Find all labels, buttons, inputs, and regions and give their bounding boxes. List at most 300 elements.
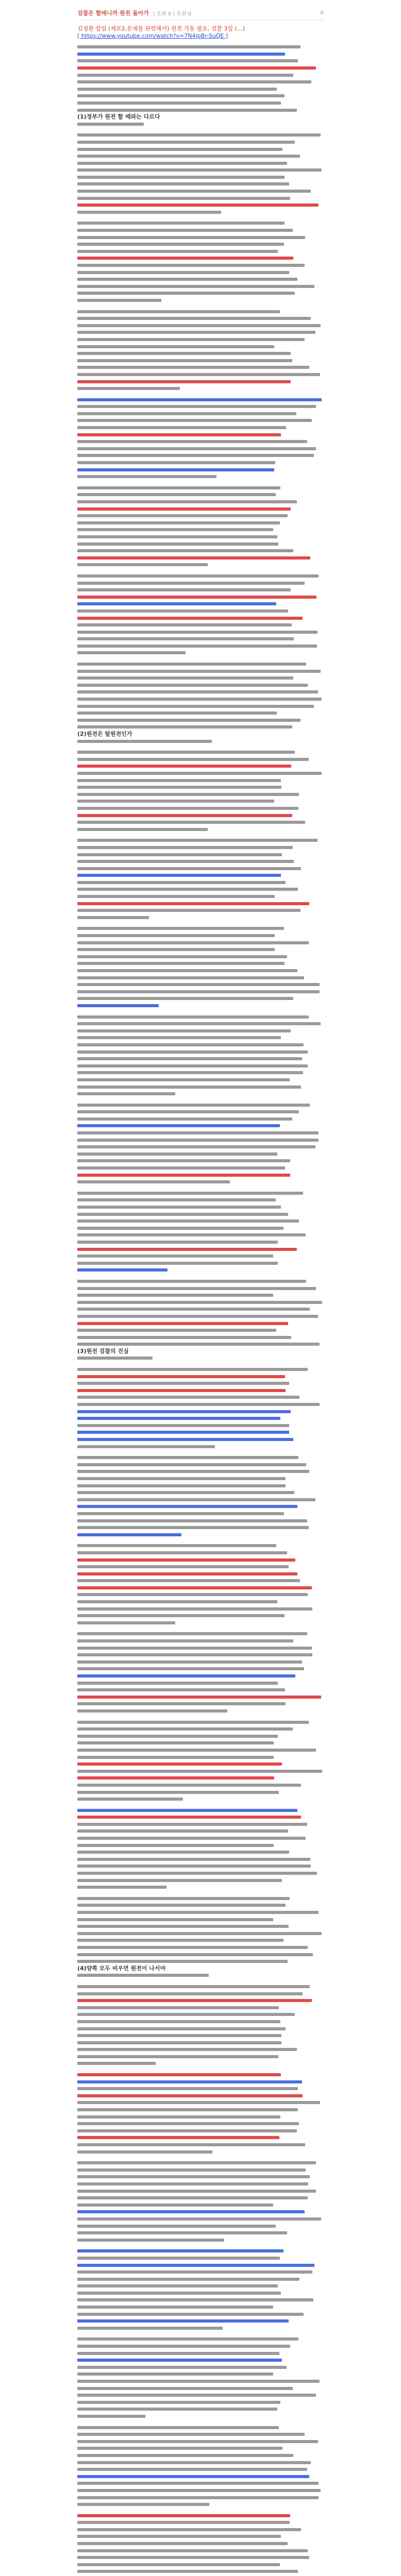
text-line (77, 1577, 324, 1584)
text-line (77, 2424, 324, 2431)
text-line (77, 2194, 324, 2201)
text-line (77, 1334, 324, 1341)
text-line (77, 1101, 324, 1109)
text-line (77, 932, 324, 939)
text-line (77, 1190, 324, 1197)
text-line (77, 2296, 324, 2303)
text-line (77, 812, 324, 819)
text-line (77, 195, 324, 202)
text-line (77, 1320, 324, 1327)
text-line (77, 2071, 324, 2078)
text-line (77, 424, 324, 431)
text-line (77, 201, 324, 209)
text-line (77, 1754, 324, 1761)
intro-line-1: 김정환 칼럼 (제보2,문제를 관련해서) 원전 가동 필요, 검찰 3일 (…) (77, 25, 245, 32)
text-line (77, 1795, 324, 1803)
text-line (77, 1306, 324, 1313)
text-line (77, 1429, 324, 1436)
text-line (77, 1672, 324, 1680)
text-line (77, 688, 324, 696)
text-line (77, 131, 324, 139)
text-line (77, 2466, 324, 2473)
text-line (77, 872, 324, 879)
text-line (77, 572, 324, 580)
text-line (77, 586, 324, 594)
text-line (77, 1299, 324, 1306)
text-line (77, 1354, 324, 1362)
text-line (77, 939, 324, 946)
text-line (77, 1020, 324, 1027)
text-line (77, 86, 324, 93)
text-line (77, 2317, 324, 2325)
text-line (77, 2526, 324, 2533)
text-line (77, 1951, 324, 1958)
text-line (77, 2512, 324, 2519)
text-line (77, 152, 324, 160)
text-line (77, 329, 324, 336)
text-line (77, 1366, 324, 1373)
text-line (77, 255, 324, 262)
text-line (77, 1870, 324, 1877)
text-line (77, 2519, 324, 2526)
text-line (77, 2325, 324, 2332)
text-line (77, 410, 324, 417)
text-line (77, 2085, 324, 2092)
text-line (77, 1563, 324, 1570)
text-line (77, 2166, 324, 2174)
text-line (77, 1630, 324, 1637)
text-line (77, 1605, 324, 1613)
text-line (77, 308, 324, 315)
text-line (77, 635, 324, 642)
text-line (77, 2501, 324, 2508)
text-line (77, 1923, 324, 1930)
text-line (77, 2303, 324, 2311)
text-line (77, 1944, 324, 1951)
text-line (77, 2255, 324, 2262)
text-line (77, 2223, 324, 2230)
text-line (77, 2540, 324, 2547)
text-line (77, 2357, 324, 2364)
text-line (77, 777, 324, 784)
text-line (77, 1489, 324, 1496)
text-line (77, 1651, 324, 1658)
text-line (77, 1531, 324, 1538)
text-line (77, 2392, 324, 2399)
text-line (77, 1408, 324, 1415)
text-line (77, 1719, 324, 1726)
text-line (77, 703, 324, 710)
text-line (77, 1680, 324, 1687)
section-heading: (2)원전은 탈원전인가 (77, 731, 132, 737)
text-line (77, 107, 324, 114)
text-line (77, 72, 324, 79)
text-line (77, 459, 324, 466)
text-line (77, 371, 324, 378)
text-line (77, 925, 324, 932)
post-title: 검찰은 할테니까 원전 돌아가 (77, 10, 149, 16)
text-line (77, 445, 324, 452)
text-line (77, 219, 324, 227)
section-heading: (1)정부가 원전 할 때와는 다르다 (77, 113, 160, 121)
text-line (77, 2236, 324, 2244)
text-line (77, 1239, 324, 1246)
source-link[interactable]: [ https://www.youtube.com/watch?v=7N4ipBr-SuQE ] (77, 32, 228, 39)
text-line (77, 1341, 324, 1348)
text-line (77, 1807, 324, 1814)
text-line (77, 1700, 324, 1707)
text-line (77, 2561, 324, 2568)
text-line (77, 1503, 324, 1510)
text-line (77, 519, 324, 527)
text-line (77, 498, 324, 505)
text-line (77, 1394, 324, 1401)
text-line (77, 1856, 324, 1863)
text-line (77, 64, 324, 72)
text-line (77, 2282, 324, 2290)
text-line (77, 805, 324, 812)
text-line (77, 1387, 324, 1394)
text-line (77, 2208, 324, 2215)
text-line (77, 2364, 324, 2371)
text-line (77, 315, 324, 322)
text-line (77, 1612, 324, 1619)
text-line (77, 336, 324, 343)
text-line (77, 858, 324, 865)
text-line (77, 1725, 324, 1733)
text-line (77, 974, 324, 981)
text-line (77, 1774, 324, 1782)
text-line (77, 99, 324, 107)
page (0, 6, 401, 2576)
text-line (77, 2004, 324, 2011)
text-line (77, 1877, 324, 1884)
text-line (77, 343, 324, 350)
text-line (77, 907, 324, 914)
text-line (77, 1454, 324, 1461)
text-line (77, 1972, 324, 1979)
text-line (77, 1835, 324, 1842)
text-line (77, 1172, 324, 1179)
text-line (77, 1217, 324, 1225)
text-line (77, 615, 324, 622)
text-line (77, 1827, 324, 1835)
text-line (77, 1373, 324, 1380)
text-line (77, 561, 324, 568)
text-line (77, 1733, 324, 1740)
text-line (77, 594, 324, 601)
text-line (77, 452, 324, 459)
text-line (77, 1034, 324, 1041)
text-line (77, 2370, 324, 2378)
text-line (77, 1129, 324, 1137)
text-line (77, 180, 324, 188)
text-line (77, 607, 324, 615)
text-line (77, 2201, 324, 2209)
text-line (77, 642, 324, 650)
text-line (77, 2385, 324, 2392)
text-line (77, 78, 324, 86)
post-meta: | 조회 0 | 추천 0 (153, 11, 191, 17)
text-line (77, 2215, 324, 2223)
text-line (77, 1292, 324, 1299)
text-line (77, 1570, 324, 1578)
text-line (77, 1143, 324, 1150)
text-line (77, 357, 324, 364)
text-line (77, 717, 324, 724)
text-line (77, 2533, 324, 2540)
text-line (77, 1468, 324, 1475)
text-line (77, 2078, 324, 2086)
text-line (77, 269, 324, 276)
text-line (77, 1090, 324, 1097)
text-line (77, 378, 324, 385)
text-line (77, 844, 324, 851)
text-line (77, 1814, 324, 1821)
text-line (77, 2141, 324, 2148)
text-line (77, 649, 324, 656)
text-line (77, 1150, 324, 1158)
text-line (77, 1849, 324, 1856)
text-line (77, 1157, 324, 1164)
text-line (77, 1916, 324, 1923)
text-line (77, 1990, 324, 1997)
text-line (77, 1115, 324, 1123)
text-line (77, 350, 324, 357)
text-line (77, 1422, 324, 1429)
text-line (77, 396, 324, 403)
text-line (77, 417, 324, 424)
text-line (77, 1475, 324, 1482)
text-line (77, 2445, 324, 2452)
text-line (77, 1958, 324, 1965)
text-line (77, 798, 324, 805)
text-line (77, 1137, 324, 1144)
text-line (77, 1260, 324, 1267)
text-line (77, 1443, 324, 1450)
text-line (77, 723, 324, 731)
text-line (77, 174, 324, 181)
text-line (77, 50, 324, 58)
text-line (77, 900, 324, 907)
text-line (77, 2148, 324, 2156)
text-line (77, 629, 324, 636)
text-line (77, 385, 324, 392)
text-line (77, 819, 324, 826)
text-line (77, 241, 324, 248)
text-line (77, 1884, 324, 1891)
text-line (77, 946, 324, 953)
text-line (77, 188, 324, 195)
text-line (77, 322, 324, 329)
text-line (77, 2276, 324, 2283)
text-line (77, 953, 324, 960)
section-heading: (3)원전 검찰의 진실 (77, 1347, 129, 1354)
text-line (77, 1083, 324, 1091)
text-line (77, 2053, 324, 2060)
text-line (77, 1983, 324, 1990)
text-line (77, 1211, 324, 1218)
text-line (77, 1062, 324, 1070)
text-line (77, 1997, 324, 2004)
text-line (77, 1196, 324, 1204)
text-line (77, 1665, 324, 1672)
text-line (77, 1246, 324, 1253)
text-line (77, 2399, 324, 2406)
text-line (77, 1327, 324, 1334)
text-line (77, 1739, 324, 1747)
text-line (77, 1930, 324, 1937)
text-line (77, 762, 324, 770)
text-line (77, 784, 324, 791)
text-line (77, 2568, 324, 2575)
text-line (77, 1055, 324, 1062)
text-line (77, 297, 324, 304)
text-line (77, 1313, 324, 1320)
text-line (77, 2127, 324, 2134)
text-line (77, 121, 324, 128)
section-heading: (4)양쪽 모두 비우면 원전이 나서야 (77, 1964, 166, 1972)
text-line (77, 1584, 324, 1591)
text-line (77, 1747, 324, 1754)
text-line (77, 1549, 324, 1556)
text-line (77, 1069, 324, 1076)
text-line (77, 2229, 324, 2236)
text-line (77, 2554, 324, 2561)
text-line (77, 2032, 324, 2039)
text-line (77, 540, 324, 548)
text-line (77, 1645, 324, 1652)
text-line (77, 139, 324, 146)
text-line (77, 1937, 324, 1944)
text-line (77, 967, 324, 974)
text-line (77, 2487, 324, 2494)
text-line (77, 2180, 324, 2188)
text-line (77, 2452, 324, 2459)
text-line (77, 1895, 324, 1902)
text-line (77, 756, 324, 763)
text-line (77, 749, 324, 756)
text-line (77, 505, 324, 513)
text-line (77, 2413, 324, 2420)
text-line (77, 2480, 324, 2487)
text-line (77, 290, 324, 297)
text-line (77, 1027, 324, 1035)
text-line (77, 431, 324, 438)
text-line (77, 1285, 324, 1292)
text-line (77, 484, 324, 492)
view-count: 0 (320, 10, 324, 16)
text-line (77, 1266, 324, 1274)
text-line (77, 160, 324, 167)
text-line (77, 2311, 324, 2318)
text-line (77, 547, 324, 554)
text-line (77, 1048, 324, 1056)
text-line (77, 1108, 324, 1115)
text-line (77, 1178, 324, 1185)
text-line (77, 227, 324, 234)
text-line (77, 209, 324, 216)
text-line (77, 1782, 324, 1789)
text-line (77, 1842, 324, 1849)
text-line (77, 682, 324, 689)
text-line (77, 1619, 324, 1626)
text-line (77, 674, 324, 682)
text-line (77, 886, 324, 893)
text-line (77, 1482, 324, 1489)
text-line (77, 1510, 324, 1517)
text-line (77, 1760, 324, 1768)
text-line (77, 2039, 324, 2046)
text-line (77, 2025, 324, 2032)
text-line (77, 1768, 324, 1775)
text-line (77, 960, 324, 967)
text-line (77, 1524, 324, 1531)
text-line (77, 1707, 324, 1715)
text-line (77, 621, 324, 629)
text-line (77, 1496, 324, 1503)
text-line (77, 2494, 324, 2501)
text-line (77, 2431, 324, 2438)
text-line (77, 491, 324, 498)
text-line (77, 248, 324, 255)
post-body (77, 25, 324, 2576)
text-line (77, 473, 324, 480)
text-line (77, 1517, 324, 1524)
text-line (77, 1658, 324, 1666)
text-line (77, 2113, 324, 2121)
text-line (77, 533, 324, 540)
text-line (77, 2188, 324, 2195)
text-line (77, 893, 324, 900)
text-line (77, 738, 324, 745)
text-line (77, 1076, 324, 1083)
text-line (77, 1231, 324, 1239)
text-line (77, 1164, 324, 1172)
text-line (77, 2459, 324, 2466)
text-line (77, 837, 324, 844)
text-line (77, 57, 324, 64)
body-text (77, 43, 324, 2576)
text-line (77, 2247, 324, 2255)
text-line (77, 1821, 324, 1828)
text-line (77, 2268, 324, 2276)
text-line (77, 2173, 324, 2180)
text-line (77, 988, 324, 995)
text-line (77, 2120, 324, 2127)
text-line (77, 1380, 324, 1387)
text-line (77, 1002, 324, 1009)
text-line (77, 791, 324, 798)
text-line (77, 995, 324, 1002)
text-line (77, 43, 324, 50)
text-line (77, 438, 324, 445)
text-line (77, 2335, 324, 2343)
text-line (77, 1598, 324, 1605)
text-line (77, 1686, 324, 1693)
text-line (77, 668, 324, 675)
text-line (77, 512, 324, 519)
text-line (77, 600, 324, 607)
text-line (77, 1401, 324, 1408)
text-line (77, 2046, 324, 2053)
text-line (77, 1542, 324, 1549)
text-line (77, 2134, 324, 2141)
text-line (77, 1204, 324, 1211)
text-line (77, 770, 324, 777)
text-line (77, 166, 324, 174)
text-line (77, 1013, 324, 1021)
